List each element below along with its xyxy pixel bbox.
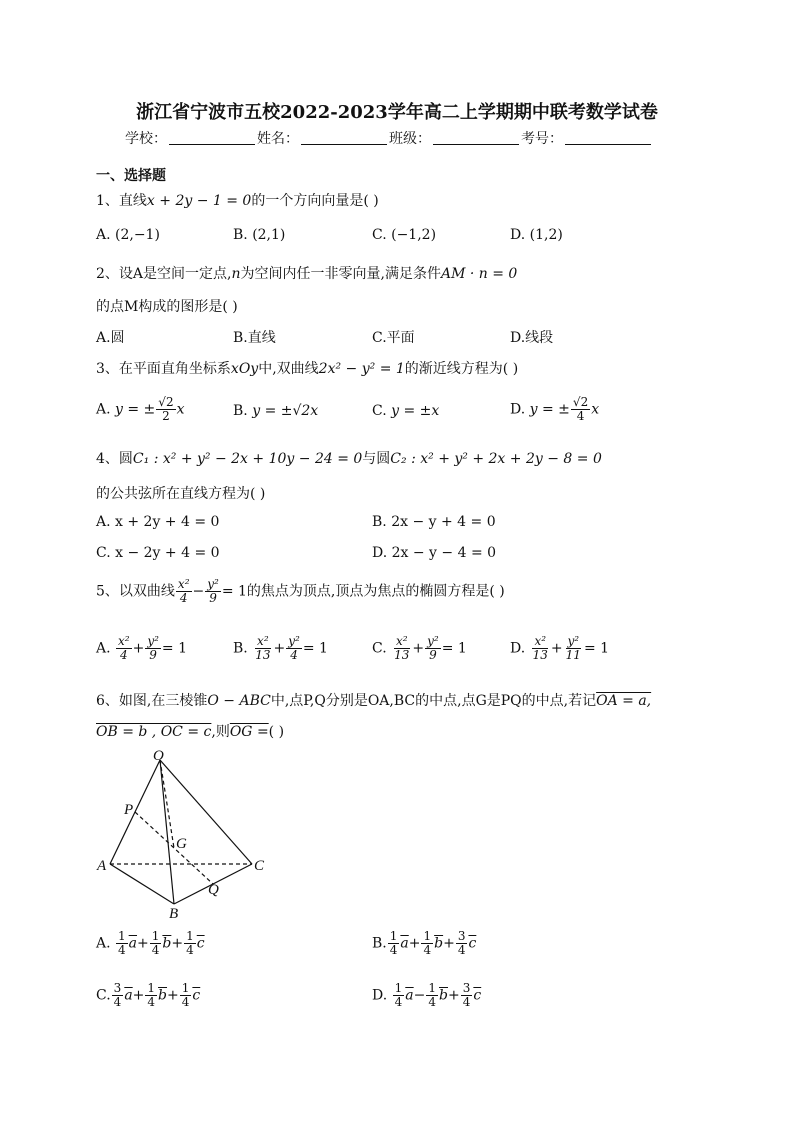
tetrahedron-figure: [90, 748, 280, 923]
question-5-option-c: C. $\frac{\text{x²}}{13}$ + $\frac{\text{y²}}{9}$ = 1: [372, 634, 467, 662]
edge-ab: [110, 864, 174, 904]
question-3-stem: 3、在平面直角坐标系xOy中,双曲线2x² − y² = 1的渐近线方程为( ): [96, 361, 519, 377]
question-1-stem: 1、直线x + 2y − 1 = 0的一个方向向量是( ): [96, 193, 379, 209]
segment-pq: [135, 812, 213, 884]
question-3-option-c: C. y = ±x: [372, 403, 440, 419]
school-blank: [169, 130, 255, 145]
number-label: 考号：: [521, 131, 563, 147]
school-label: 学校：: [125, 131, 167, 147]
question-4-stem: 4、圆C₁ : x² + y² − 2x + 10y − 24 = 0与圆C₂ : x² + y² + 2x + 2y − 8 = 0: [96, 451, 602, 467]
student-info-line: [125, 128, 653, 148]
number-blank: [565, 130, 651, 145]
question-4-option-b: B. 2x − y + 4 = 0: [372, 514, 496, 530]
question-2-stem: 2、设A是空间一定点,n为空间内任一非零向量,满足条件AM · n = 0: [96, 266, 518, 282]
question-4-option-d: D. 2x − y − 4 = 0: [372, 545, 497, 561]
section-title: 一、选择题: [96, 168, 166, 184]
question-1-option-b: B. (2,1): [233, 227, 286, 243]
page-title: 浙江省宁波市五校2022-2023学年高二上学期期中联考数学试卷: [136, 102, 658, 123]
question-1-option-d: D. (1,2): [510, 227, 563, 243]
edge-oc: [160, 760, 252, 864]
question-6-stem: 6、如图,在三棱锥O − ABC中,点P,Q分别是OA,BC的中点,点G是PQ的中点,若记OA = a,: [96, 693, 652, 709]
name-blank: [301, 130, 387, 145]
question-6-stem-cont: OB = b , OC = c,则OG =( ): [96, 724, 285, 740]
question-3-option-d: D. y = ± $\frac{√2}{4}$ x: [510, 395, 600, 423]
label-b: B: [169, 906, 179, 922]
question-4-option-c: C. x − 2y + 4 = 0: [96, 545, 220, 561]
label-p: P: [124, 802, 134, 818]
name-label: 姓名：: [257, 131, 299, 147]
question-4-option-a: A. x + 2y + 4 = 0: [96, 514, 220, 530]
question-5-option-b: B. $\frac{\text{x²}}{13}$ + $\frac{\text{y²}}{4}$ = 1: [233, 634, 328, 662]
question-2-option-c: C.平面: [372, 330, 415, 346]
question-2-stem-cont: 的点M构成的图形是( ): [96, 299, 238, 315]
question-2-option-b: B.直线: [233, 330, 276, 346]
label-g: G: [176, 836, 187, 852]
question-3-option-b: B. y = ±√2x: [233, 403, 319, 419]
question-4-stem-cont: 的公共弦所在直线方程为( ): [96, 486, 266, 502]
question-2-option-d: D.线段: [510, 330, 554, 346]
question-5-stem: 5、以双曲线 $\frac{\text{x²}}{4}$ − $\frac{\text{y²}}{9}$ = 1的焦点为顶点,顶点为焦点的椭圆方程是( ): [96, 577, 505, 605]
question-2-option-a: A.圆: [96, 330, 125, 346]
class-blank: [433, 130, 519, 145]
question-5-option-a: A. $\frac{\text{x²}}{4}$ + $\frac{\text{y²}}{9}$ = 1: [96, 634, 188, 662]
question-6-option-b: B. $\frac{1}{4}$ $\overline{a}+$ $\frac{1}{4}$ $\overline{b}+$ $\frac{3}{4}$ $\overline{c}$: [372, 929, 477, 957]
question-1-option-a: A. (2,−1): [96, 227, 160, 243]
class-label: 班级：: [389, 131, 431, 147]
label-q: Q: [208, 882, 219, 898]
question-6-option-d: D. $\frac{1}{4}$ $\overline{a}-$ $\frac{1}{4}$ $\overline{b}+$ $\frac{3}{4}$ $\overline{c}$: [372, 981, 482, 1009]
question-5-option-d: D. $\frac{\text{x²}}{13}$ + $\frac{\text{y²}}{11}$ = 1: [510, 634, 610, 662]
question-6-option-c: C. $\frac{3}{4}$ $\overline{a}+$ $\frac{1}{4}$ $\overline{b}+$ $\frac{1}{4}$ $\overline{c}$: [96, 981, 201, 1009]
label-o: O: [153, 748, 164, 764]
label-a: A: [97, 858, 107, 874]
question-3-option-a: A. y = ± $\frac{√2}{2}$ x: [96, 395, 185, 423]
label-c: C: [254, 858, 265, 874]
question-1-option-c: C. (−1,2): [372, 227, 437, 243]
question-6-option-a: A. $\frac{1}{4}$ $\overline{a}+$ $\frac{1}{4}$ $\overline{b}+$ $\frac{1}{4}$ $\overline{c}$: [96, 929, 205, 957]
